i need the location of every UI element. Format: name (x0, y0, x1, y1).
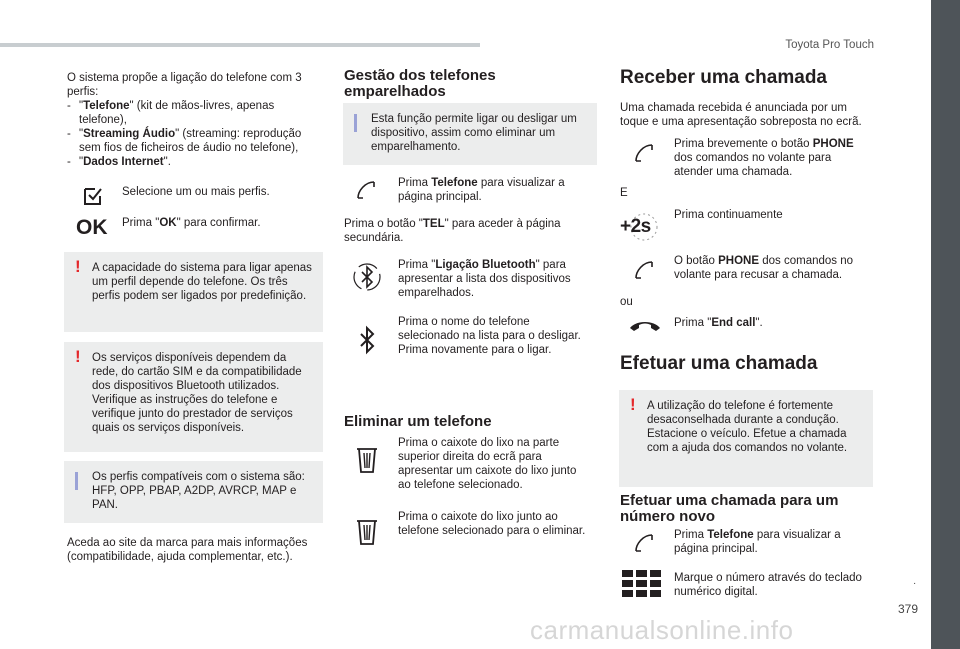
profiles-list (67, 99, 325, 169)
warning-box-profiles: ! A capacidade do sistema para ligar apenas um perfil depende do telefone. Os três perfis podem ser ligados por predefinição. (64, 252, 323, 332)
section-title-receive: Receber uma chamada (620, 67, 827, 88)
step-bluetooth: Prima "Ligação Bluetooth" para apresentar a lista dos dispositivos emparelhados. (398, 259, 571, 299)
trash-icon (356, 446, 378, 474)
warning-icon: ! (75, 257, 81, 276)
trash-icon (356, 518, 378, 546)
receive-intro: Uma chamada recebida é anunciada por um toque e uma apresentação sobreposta no ecrã. (620, 102, 862, 128)
profiles-intro: O sistema propõe a ligação do telefone com 3 perfis: - "Telefone" (kit de mãos-livres, apenas telefone), - "Streaming Áudio" (streaming: reprodução sem fios de ficheiros de áudio no telefone), - "Dados Internet". (67, 71, 325, 169)
bluetooth-connect-icon (352, 262, 382, 292)
step-reject: O botão PHONE dos comandos no volante para recusar a chamada. (674, 255, 854, 281)
phone-icon (633, 259, 655, 281)
step-telefone: Prima Telefone para visualizar a página principal. (398, 177, 565, 203)
watermark: carmanualsonline.info (530, 615, 794, 645)
phone-icon (633, 142, 655, 164)
warning-icon: ! (75, 347, 81, 366)
keypad-icon (622, 570, 662, 598)
step-answer: Prima brevemente o botão PHONE dos comandos no volante para atender uma chamada. (674, 138, 854, 178)
footer-note: Aceda ao site da marca para mais informações (compatibilidade, ajuda complementar, etc.). (67, 537, 308, 563)
side-tab (931, 0, 960, 649)
info-icon (75, 472, 78, 490)
checkbox-icon (83, 186, 103, 206)
section-title-new-number: Efetuar uma chamada para um número novo (620, 492, 839, 525)
header-title: Toyota Pro Touch (785, 39, 874, 51)
section-title-make-call: Efetuar uma chamada (620, 353, 818, 374)
page-number: 379 (897, 602, 918, 616)
warning-box-driving: ! A utilização do telefone é fortemente desaconselhada durante a condução. Estacione o veículo. Efetue a chamada com a ajuda dos comandos no volante. (619, 390, 873, 487)
list-item: - "Streaming Áudio" (streaming: reprodução sem fios de ficheiros de áudio no telefone), (67, 127, 325, 155)
plus-2s-label: +2s (620, 216, 651, 237)
section-title-delete: Eliminar um telefone (344, 413, 492, 430)
end-call-icon (628, 318, 662, 334)
step-open-phone: Prima Telefone para visualizar a página principal. (674, 529, 841, 555)
step-select-profiles: Selecione um ou mais perfis. (122, 186, 270, 198)
step-tel: Prima o botão "TEL" para aceder à página secundária. (344, 218, 561, 244)
press-2s-icon (620, 212, 662, 242)
bluetooth-icon (357, 325, 377, 355)
warning-box-services: ! Os serviços disponíveis dependem da rede, do cartão SIM e da compatibilidade dos dispositivos Bluetooth utilizados. Verifique as instruções do telefone e verifique junto do prestador de serviços quais os serviços disponíveis. (64, 342, 323, 452)
warning-icon: ! (630, 395, 636, 414)
info-box-paired: Esta função permite ligar ou desligar um dispositivo, assim como eliminar um emparelhamento. (343, 103, 597, 165)
step-hold: Prima continuamente (674, 209, 783, 221)
list-item: - "Telefone" (kit de mãos-livres, apenas telefone), (67, 99, 325, 127)
top-divider-bar (0, 43, 480, 47)
section-title-paired: Gestão dos telefones emparelhados (344, 67, 496, 100)
list-item: - "Dados Internet". (67, 155, 325, 169)
phone-icon (633, 532, 655, 554)
step-end-call: Prima "End call". (674, 317, 763, 329)
info-box-profiles: Os perfis compatíveis com o sistema são: HFP, OPP, PBAP, A2DP, AVRCP, MAP e PAN. (64, 461, 323, 523)
continuation-mark: . (913, 576, 916, 587)
and-label: E (620, 187, 628, 199)
step-delete-1: Prima o caixote do lixo na parte superior direita do ecrã para apresentar um caixote do lixo junto ao telefone selecionado. (398, 437, 577, 491)
step-dial: Marque o número através do teclado numérico digital. (674, 572, 862, 598)
step-confirm: Prima "OK" para confirmar. (122, 217, 261, 229)
phone-icon (355, 179, 377, 201)
step-delete-2: Prima o caixote do lixo junto ao telefone selecionado para o eliminar. (398, 511, 586, 537)
step-disconnect: Prima o nome do telefone selecionado na lista para o desligar. Prima novamente para o ligar. (398, 316, 581, 356)
ok-icon: OK (76, 216, 108, 239)
or-label: ou (620, 296, 633, 308)
info-icon (354, 114, 357, 132)
